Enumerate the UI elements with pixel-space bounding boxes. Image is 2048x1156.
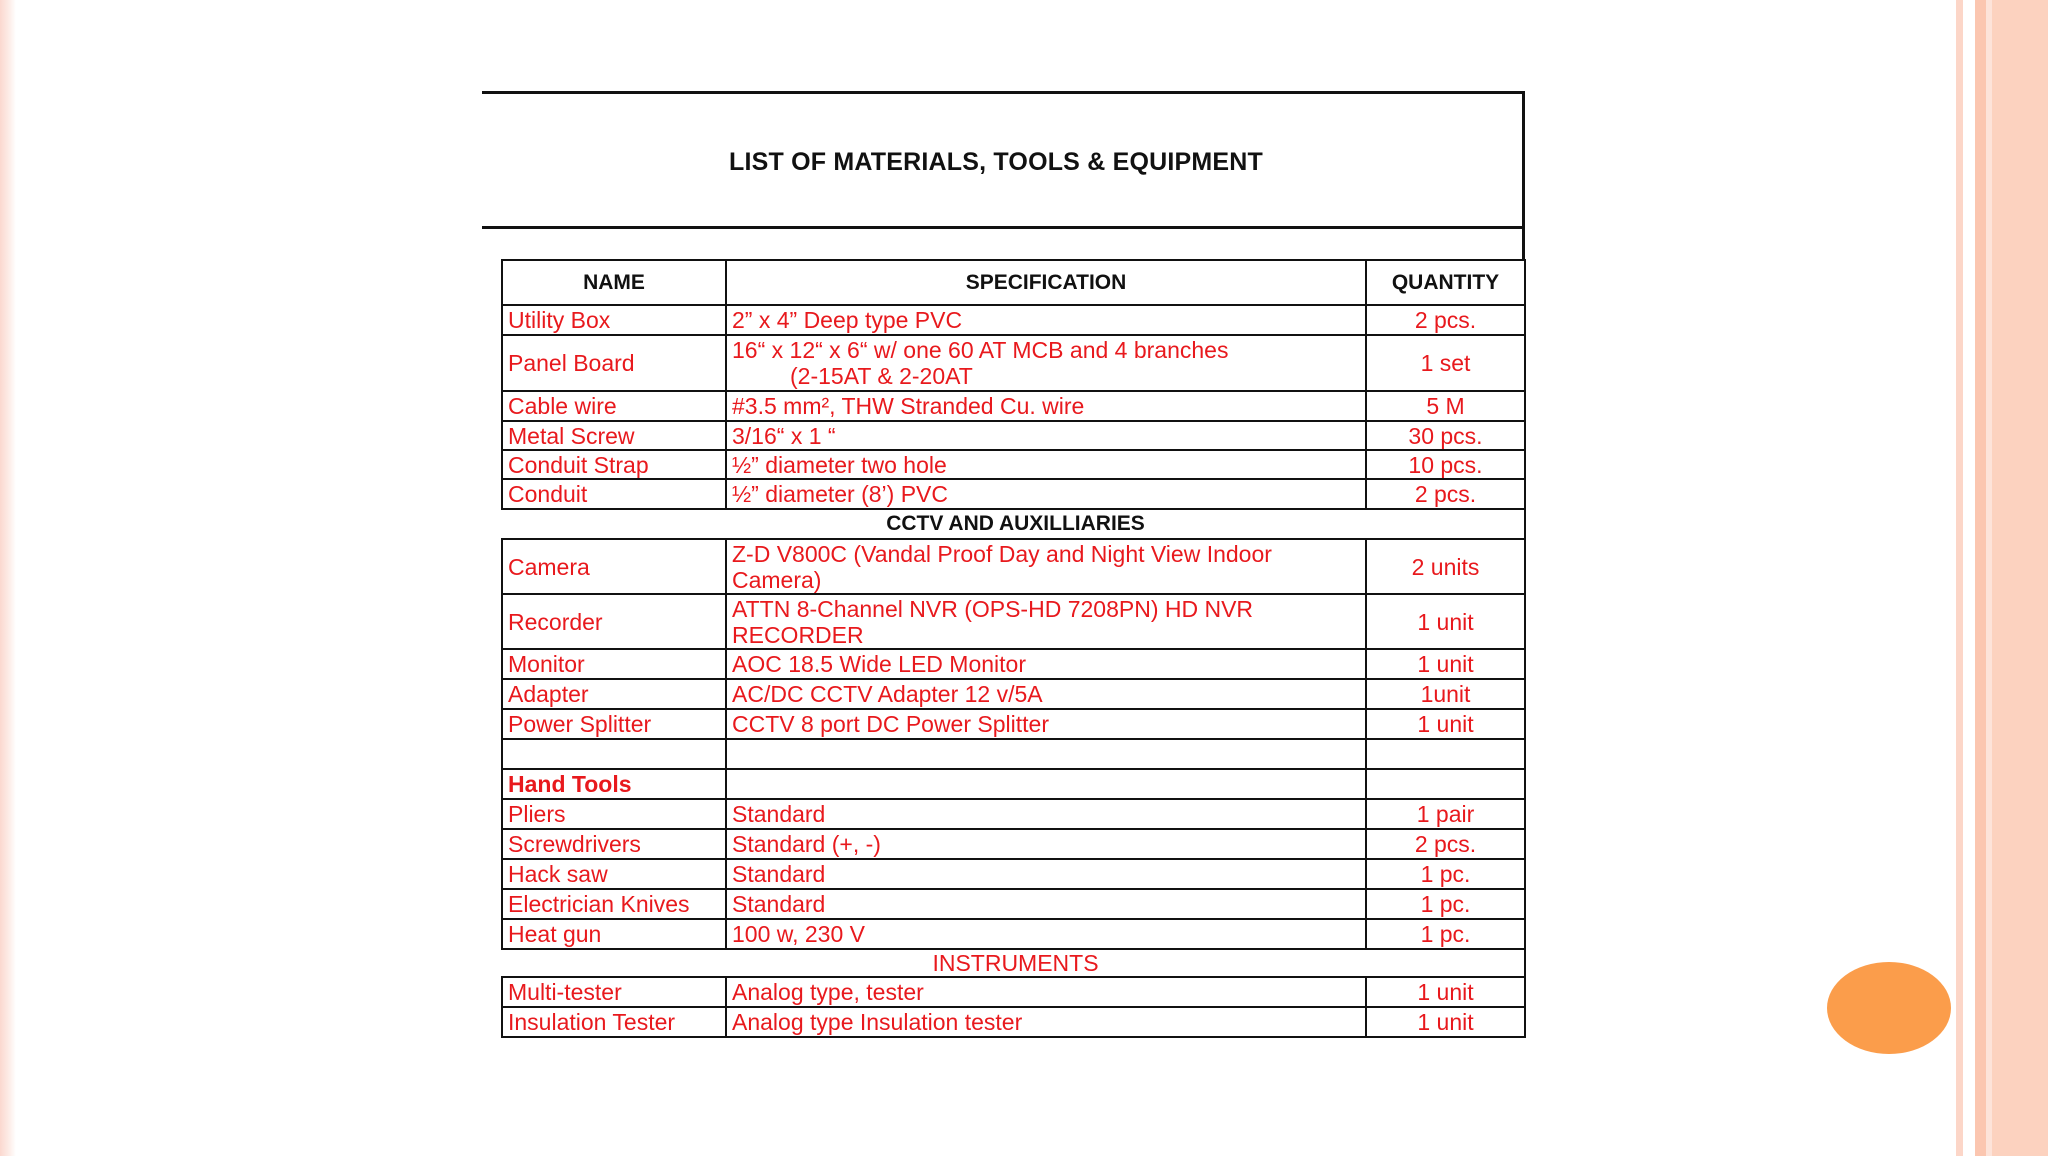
table-row bbox=[482, 335, 1525, 391]
table-row bbox=[482, 305, 1525, 335]
item-spec bbox=[726, 594, 1366, 649]
item-spec-line1: 16“ x 12“ x 6“ w/ one 60 AT MCB and 4 branches bbox=[732, 337, 1229, 363]
materials-table bbox=[482, 259, 1526, 1038]
item-spec: ½” diameter two hole bbox=[726, 450, 1366, 479]
item-spec bbox=[726, 335, 1366, 391]
table-row bbox=[482, 594, 1525, 649]
item-spec: 2” x 4” Deep type PVC bbox=[726, 305, 1366, 335]
item-spec: 3/16“ x 1 “ bbox=[726, 421, 1366, 450]
table-row bbox=[482, 709, 1525, 739]
item-name: Panel Board bbox=[502, 335, 726, 391]
item-spec: Standard (+, -) bbox=[726, 829, 1366, 859]
item-name: Metal Screw bbox=[502, 421, 726, 450]
item-qty: 2 pcs. bbox=[1366, 305, 1525, 335]
item-spec-line1: Z-D V800C (Vandal Proof Day and Night View Indoor bbox=[732, 540, 1272, 567]
section-title-cctv: CCTV AND AUXILLIARIES bbox=[502, 509, 1525, 539]
table-row bbox=[482, 679, 1525, 709]
table-row bbox=[482, 479, 1525, 509]
item-spec: CCTV 8 port DC Power Splitter bbox=[726, 709, 1366, 739]
column-header-name: NAME bbox=[502, 260, 726, 305]
item-spec bbox=[726, 539, 1366, 594]
item-spec-line2: Camera) bbox=[732, 566, 822, 593]
section-row-instruments bbox=[482, 949, 1525, 977]
item-qty: 1 pair bbox=[1366, 799, 1525, 829]
item-name: Power Splitter bbox=[502, 709, 726, 739]
item-spec: Analog type, tester bbox=[726, 977, 1366, 1007]
item-qty: 1 pc. bbox=[1366, 919, 1525, 949]
item-spec: Standard bbox=[726, 889, 1366, 919]
table-row bbox=[482, 799, 1525, 829]
item-qty: 1 pc. bbox=[1366, 889, 1525, 919]
hand-tools-heading: Hand Tools bbox=[502, 769, 726, 799]
item-qty: 1 unit bbox=[1366, 594, 1525, 649]
section-row-cctv bbox=[482, 509, 1525, 539]
item-name: Hack saw bbox=[502, 859, 726, 889]
item-spec: #3.5 mm², THW Stranded Cu. wire bbox=[726, 391, 1366, 421]
document-title: LIST OF MATERIALS, TOOLS & EQUIPMENT bbox=[728, 148, 1264, 176]
section-title-instruments: INSTRUMENTS bbox=[502, 949, 1525, 977]
item-name: Electrician Knives bbox=[502, 889, 726, 919]
item-name: Recorder bbox=[502, 594, 726, 649]
materials-document bbox=[480, 90, 1527, 1034]
hand-tools-heading-row bbox=[482, 769, 1525, 799]
item-spec: AOC 18.5 Wide LED Monitor bbox=[726, 649, 1366, 679]
table-row bbox=[482, 539, 1525, 594]
item-name: Cable wire bbox=[502, 391, 726, 421]
item-qty: 1 set bbox=[1366, 335, 1525, 391]
item-qty: 1 unit bbox=[1366, 709, 1525, 739]
item-qty: 2 units bbox=[1366, 539, 1525, 594]
item-spec-line2: RECORDER bbox=[732, 621, 864, 648]
item-spec-line2: (2-15AT & 2-20AT bbox=[790, 363, 973, 389]
table-row bbox=[482, 859, 1525, 889]
table-row bbox=[482, 889, 1525, 919]
right-border-decoration bbox=[1956, 0, 2048, 1156]
table-row bbox=[482, 829, 1525, 859]
item-qty: 2 pcs. bbox=[1366, 479, 1525, 509]
item-name: Insulation Tester bbox=[502, 1007, 726, 1037]
item-name: Camera bbox=[502, 539, 726, 594]
item-spec: Analog type Insulation tester bbox=[726, 1007, 1366, 1037]
item-spec: ½” diameter (8’) PVC bbox=[726, 479, 1366, 509]
table-row bbox=[482, 421, 1525, 450]
empty-row bbox=[482, 739, 1525, 769]
item-name: Multi-tester bbox=[502, 977, 726, 1007]
item-name: Monitor bbox=[502, 649, 726, 679]
column-header-quantity: QUANTITY bbox=[1366, 260, 1525, 305]
table-row bbox=[482, 919, 1525, 949]
orange-circle-decoration bbox=[1827, 962, 1951, 1054]
item-spec: AC/DC CCTV Adapter 12 v/5A bbox=[726, 679, 1366, 709]
item-name: Adapter bbox=[502, 679, 726, 709]
item-qty: 2 pcs. bbox=[1366, 829, 1525, 859]
item-qty: 1 unit bbox=[1366, 1007, 1525, 1037]
item-qty: 30 pcs. bbox=[1366, 421, 1525, 450]
item-name: Conduit Strap bbox=[502, 450, 726, 479]
spacer-row bbox=[482, 228, 1525, 259]
item-qty: 1 unit bbox=[1366, 977, 1525, 1007]
item-spec: Standard bbox=[726, 799, 1366, 829]
item-qty: 1unit bbox=[1366, 679, 1525, 709]
item-spec: Standard bbox=[726, 859, 1366, 889]
table-row bbox=[482, 1007, 1525, 1037]
item-qty: 10 pcs. bbox=[1366, 450, 1525, 479]
left-border-decoration bbox=[0, 0, 16, 1156]
table-row bbox=[482, 977, 1525, 1007]
item-qty: 5 M bbox=[1366, 391, 1525, 421]
item-name: Screwdrivers bbox=[502, 829, 726, 859]
item-spec: 100 w, 230 V bbox=[726, 919, 1366, 949]
table-row bbox=[482, 649, 1525, 679]
item-name: Pliers bbox=[502, 799, 726, 829]
title-box bbox=[482, 91, 1525, 229]
item-name: Utility Box bbox=[502, 305, 726, 335]
column-header-specification: SPECIFICATION bbox=[726, 260, 1366, 305]
table-header-row bbox=[482, 260, 1525, 305]
item-qty: 1 pc. bbox=[1366, 859, 1525, 889]
item-name: Heat gun bbox=[502, 919, 726, 949]
item-name: Conduit bbox=[502, 479, 726, 509]
table-row bbox=[482, 391, 1525, 421]
table-row bbox=[482, 450, 1525, 479]
item-qty: 1 unit bbox=[1366, 649, 1525, 679]
item-spec-line1: ATTN 8-Channel NVR (OPS-HD 7208PN) HD NVR bbox=[732, 595, 1254, 622]
